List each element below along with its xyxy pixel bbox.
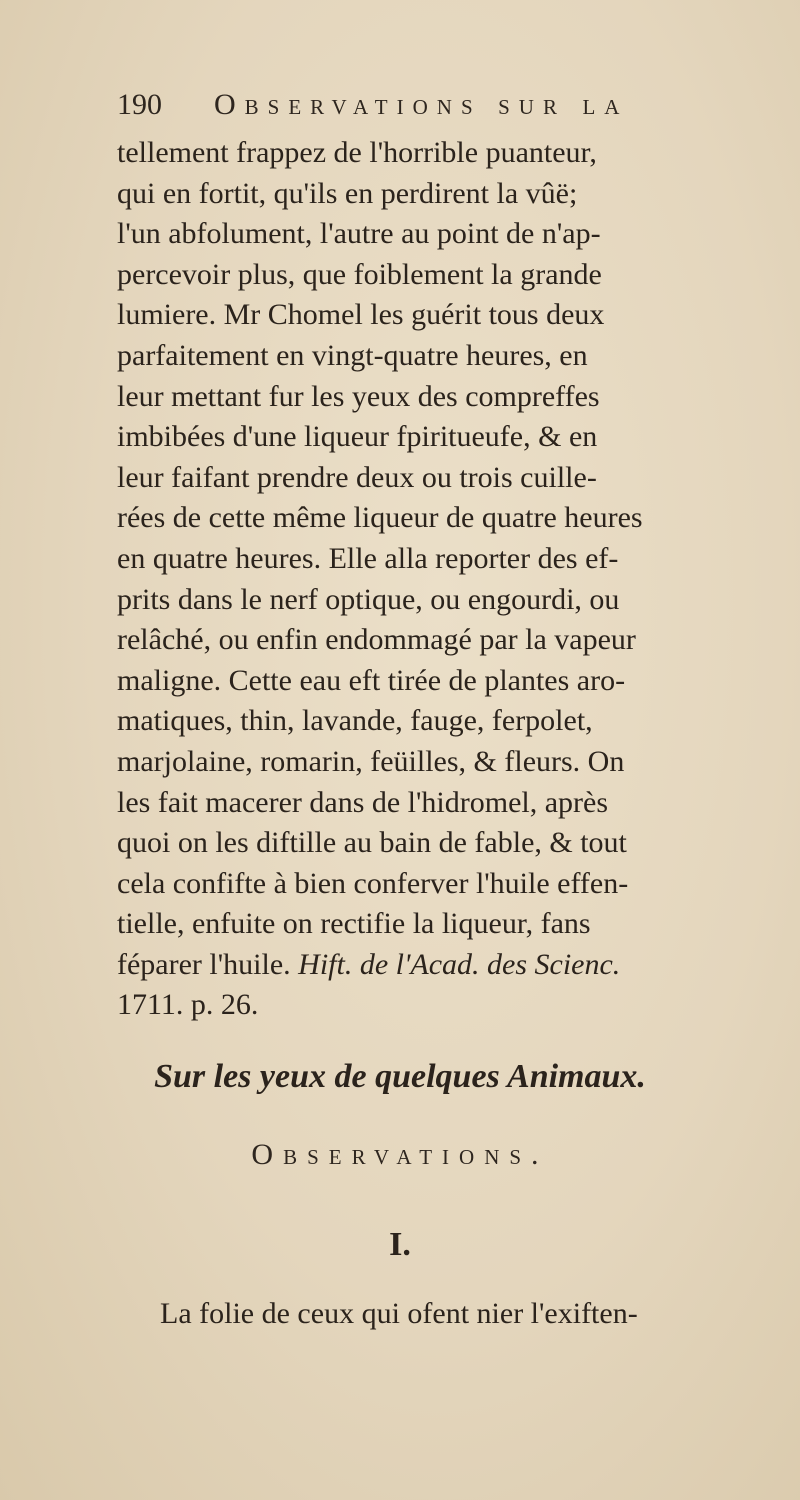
text-line: cela confifte à bien conferver l'huile effen-	[117, 866, 629, 900]
text-line: leur mettant fur les yeux des compreffes	[117, 379, 600, 413]
text-line: parfaitement en vingt-quatre heures, en	[117, 338, 588, 372]
text-line: en quatre heures. Elle alla reporter des ef-	[117, 541, 619, 575]
text-line: prits dans le nerf optique, ou engourdi, ou	[117, 582, 620, 616]
citation-year-page: 1711. p. 26.	[117, 988, 259, 1022]
text-line-with-citation	[117, 945, 797, 986]
running-head	[117, 88, 737, 122]
body-text	[117, 133, 797, 1026]
text-line: La folie de ceux qui ofent nier l'exiften-	[160, 1297, 638, 1330]
text-line: lumiere. Mr Chomel les guérit tous deux	[117, 298, 605, 332]
text-line: relâché, ou enfin endommagé par la vapeur	[117, 623, 636, 657]
text-line: matiques, thin, lavande, fauge, ferpolet,	[117, 704, 593, 738]
text-line: leur faifant prendre deux ou trois cuille-	[117, 460, 597, 494]
text-line: tielle, enfuite on rectifie la liqueur, fans	[117, 907, 591, 941]
text-line: maligne. Cette eau eft tirée de plantes aro-	[117, 663, 626, 697]
text-line: féparer l'huile.	[117, 947, 291, 981]
text-line: tellement frappez de l'horrible puanteur,	[117, 136, 597, 169]
text-line: qui en fortit, qu'ils en perdirent la vûë;	[117, 176, 578, 210]
section-heading: Sur les yeux de quelques Animaux.	[154, 1058, 646, 1095]
text-line: l'un abfolument, l'autre au point de n'ap-	[117, 217, 601, 251]
running-title: Observations sur la	[214, 88, 629, 121]
text-line: les fait macerer dans de l'hidromel, après	[117, 785, 609, 819]
text-line: marjolaine, romarin, feüilles, & fleurs. On	[117, 744, 625, 778]
section-number: I.	[389, 1226, 411, 1263]
observations-subheading: Observations.	[251, 1138, 549, 1171]
text-line: imbibées d'une liqueur fpiritueufe, & en	[117, 420, 598, 454]
text-line: percevoir plus, que foiblement la grande	[117, 257, 602, 291]
text-line: rées de cette même liqueur de quatre heures	[117, 501, 643, 535]
text-line: quoi on les diftille au bain de fable, & tout	[117, 826, 627, 860]
page-number: 190	[117, 88, 162, 121]
citation-source: Hift. de l'Acad. des Scienc.	[298, 947, 621, 981]
